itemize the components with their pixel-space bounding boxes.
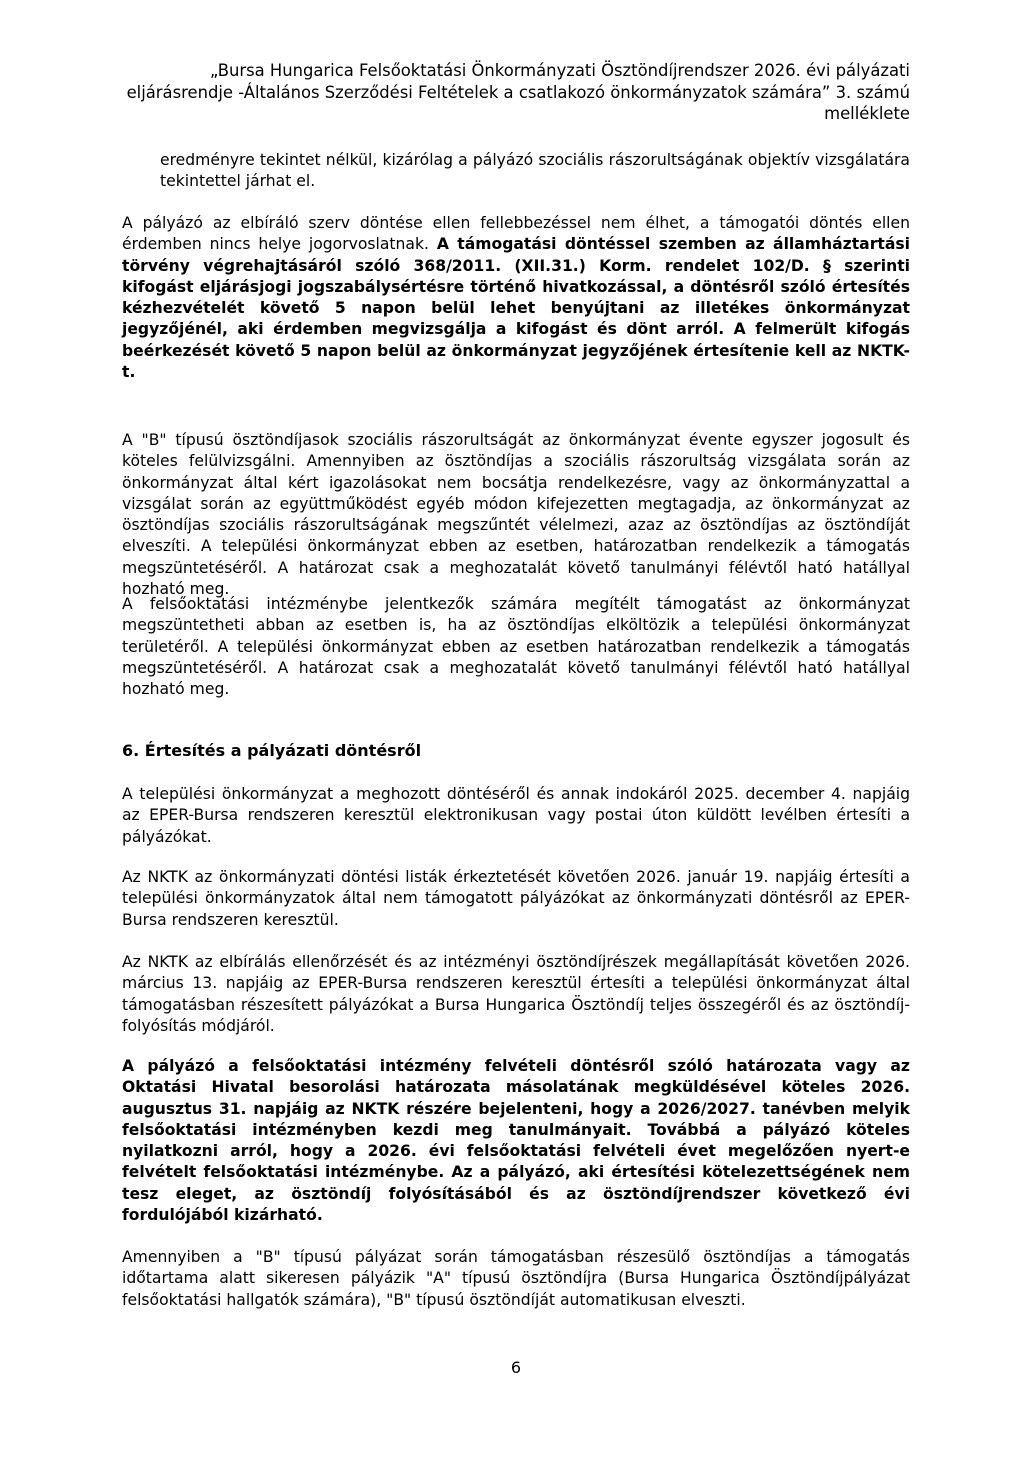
paragraph-continuation: eredményre tekintet nélkül, kizárólag a pályázó szociális rászorultságának objektív vizsgálatára tekintettel járhat el. — [160, 151, 910, 191]
section-heading: 6. Értesítés a pályázati döntésről — [122, 741, 422, 760]
paragraph-nktk-award-notice: Az NKTK az elbírálás ellenőrzését és az intézményi ösztöndíjrészek megállapítását követően 2026. március 13. napjáig az EPER-Bursa rendszeren keresztül értesíti a települési önkormányzat által támogatásban részesített pályázókat a Bursa Hungarica Ösztöndíj teljes összegéről és az ösztöndíj-folyósítás módjáról. — [122, 953, 910, 1035]
paragraph-appeal-bold: A támogatási döntéssel szemben az államháztartási törvény végrehajtásáról szóló 368/2011. (XII.31.) Korm. rendelet 102/D. § szerinti kifogást eljárásjogi jogszabálysértésre történő hivatkozással, a döntésről szóló értesítés kézhezvételét követő 5 napon belül lehet benyújtani az illetékes önkormányzat jegyzőjénél, aki érdemben megvizsgálja a kifogást és dönt arról. A felmerült kifogás beérkezését követő 5 napon belül az önkormányzat jegyzőjének értesítenie kell az NKTK-t. — [122, 235, 910, 382]
paragraph-a-type-loss: Amennyiben a "B" típusú pályázat során támogatásban részesülő ösztöndíjas a támogatás időtartama alatt sikeresen pályázik "A" típusú ösztöndíjra (Bursa Hungarica Ösztöndíjpályázat felsőoktatási hallgatók számára), "B" típusú ösztöndíját automatikusan elveszti. — [122, 1248, 910, 1309]
paragraph-support-termination: A felsőoktatási intézménybe jelentkezők számára megítélt támogatást az önkormányzat megszüntetheti abban az esetben is, ha az ösztöndíjas elköltözik a települési önkormányzat területéről. A települési önkormányzat ebben az esetben határozatban rendelkezik a támogatás megszüntetéséről. A határozat csak a meghozatalát követő tanulmányi félévtől ható hatállyal hozható meg. — [122, 595, 910, 699]
paragraph-applicant-obligation: A pályázó a felsőoktatási intézmény felvételi döntésről szóló határozata vagy az Oktatási Hivatal besorolási határozata másolatának megküldésével köteles 2026. augusztus 31. napjáig az NKTK részére bejelenteni, hogy a 2026/2027. tanévben melyik felsőoktatási intézményben kezdi meg tanulmányait. Továbbá a pályázó köteles nyilatkozni arról, hogy a 2026. évi felsőoktatási felvételi évet megelőzően nyert-e felvételt felsőoktatási intézménybe. Az a pályázó, aki értesítési kötelezettségének nem tesz eleget, az ösztöndíj folyósításából és az ösztöndíjrendszer következő évi fordulójából kizárható. — [122, 1057, 910, 1225]
page-header: „Bursa Hungarica Felsőoktatási Önkormányzati Ösztöndíjrendszer 2026. évi pályázati eljárásrendje -Általános Szerződési Feltételek a csatlakozó önkormányzatok számára” 3. számú melléklete — [126, 61, 910, 123]
paragraph-b-type-review: A "B" típusú ösztöndíjasok szociális rászorultságát az önkormányzat évente egyszer jogosult és köteles felülvizsgálni. Amennyiben az ösztöndíjas a szociális rászorultság vizsgálata során az önkormányzat által kért igazolásokat nem bocsátja rendelkezésre, vagy az önkormányzattal a vizsgálat során az együttműködést egyéb módon kifejezetten megtagadja, az önkormányzat az ösztöndíjas szociális rászorultságának megszűntét vélelmezi, azaz az ösztöndíjas az ösztöndíját elveszíti. A települési önkormányzat ebben az esetben, határozatban rendelkezik a támogatás megszüntetéséről. A határozat csak a meghozatalát követő tanulmányi félévtől ható hatállyal hozható meg. — [122, 431, 910, 599]
page-number: 6 — [510, 1358, 522, 1377]
paragraph-appeal — [122, 213, 910, 383]
paragraph-appeal-normal: A pályázó az elbíráló szerv döntése ellen fellebbezéssel nem élhet, a támogatói döntés ellen érdemben nincs helye jogorvoslatnak. — [122, 214, 910, 254]
paragraph-nktk-rejection-notice: Az NKTK az önkormányzati döntési listák érkeztetését követően 2026. január 19. napjáig értesíti a települési önkormányzatok által nem támogatott pályázókat az önkormányzati döntésről az EPER-Bursa rendszeren keresztül. — [122, 868, 910, 929]
paragraph-municipal-notification: A települési önkormányzat a meghozott döntéséről és annak indokáról 2025. december 4. napjáig az EPER-Bursa rendszeren keresztül elektronikusan vagy postai úton küldött levélben értesíti a pályázókat. — [122, 785, 910, 846]
